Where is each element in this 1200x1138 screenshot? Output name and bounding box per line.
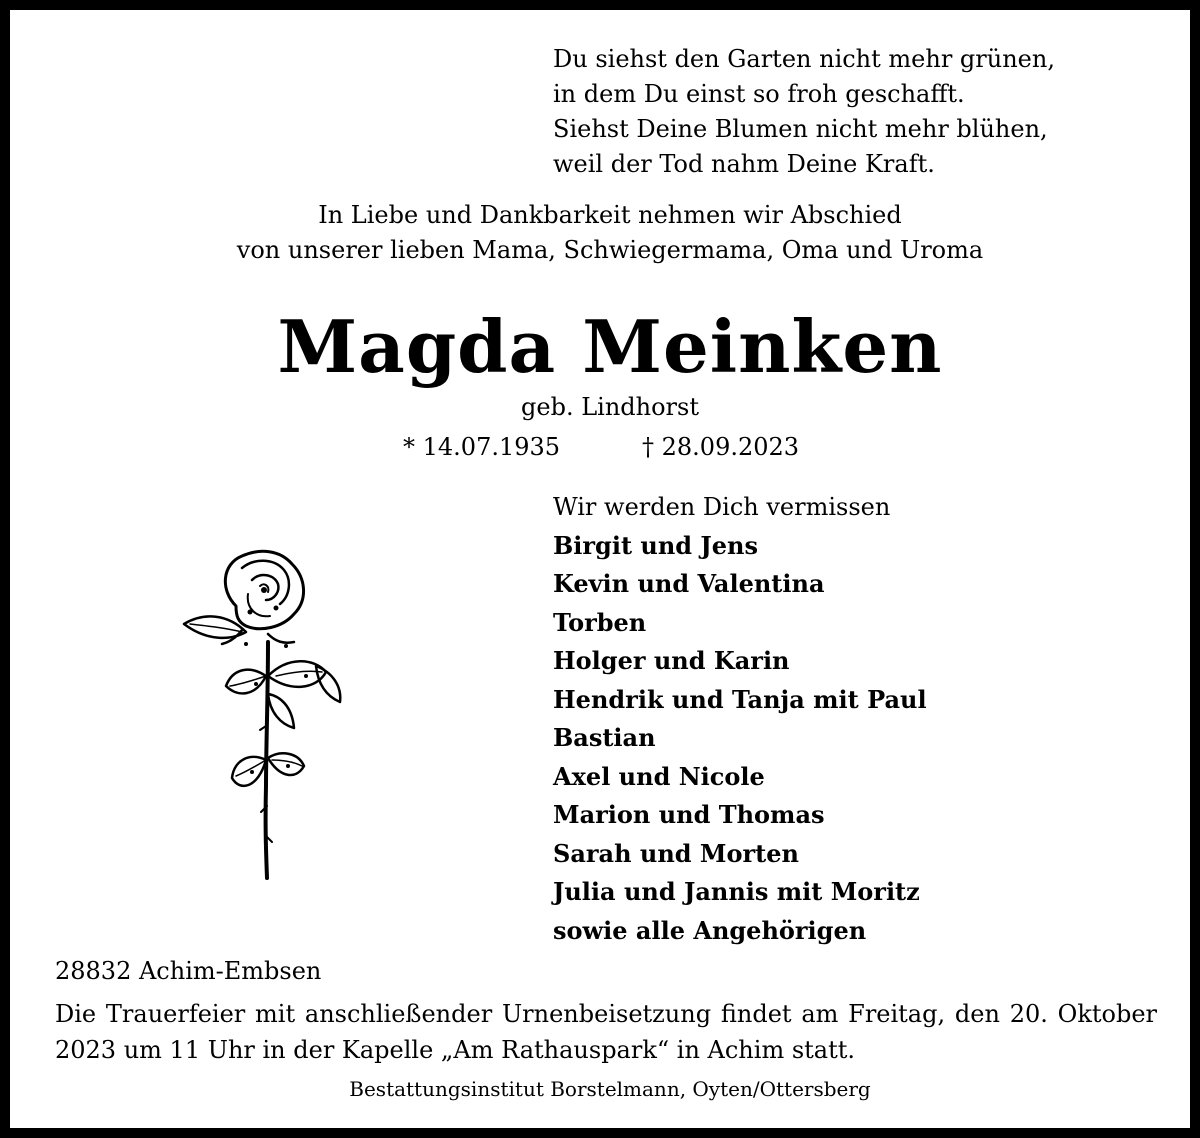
mourner-entry: Axel und Nicole: [553, 761, 765, 791]
ceremony-notice: Die Trauerfeier mit anschließender Urnenbeisetzung findet am Freitag, den 20. Oktober 2023 um 11 Uhr in der Kapelle „Am Rathauspark“ in Achim statt.: [55, 1000, 1157, 1064]
mourner-entry: sowie alle Angehörigen: [553, 915, 867, 945]
mourner-entry: Holger und Karin: [553, 646, 790, 675]
mourner-entry: Bastian: [553, 723, 656, 752]
poem-line: Du siehst den Garten nicht mehr grünen,: [553, 45, 1055, 73]
rose-illustration-icon: [176, 546, 352, 882]
farewell-intro: [10, 198, 1200, 268]
mourner-entry: Torben: [553, 607, 647, 637]
poem-line: in dem Du einst so froh geschafft.: [553, 80, 965, 108]
mourner-entry: Marion und Thomas: [553, 800, 825, 829]
funeral-home: Bestattungsinstitut Borstelmann, Oyten/Ottersberg: [349, 1077, 871, 1101]
mourners-list: [553, 488, 927, 950]
maiden-name: geb. Lindhorst: [521, 393, 699, 421]
poem: [553, 42, 1055, 182]
mourners-lead: Wir werden Dich vermissen: [553, 493, 891, 521]
death-date: † 28.09.2023: [642, 433, 800, 461]
poem-line: weil der Tod nahm Deine Kraft.: [553, 150, 935, 178]
mourner-entry: Hendrik und Tanja mit Paul: [553, 684, 927, 714]
mourner-entry: Sarah und Morten: [553, 838, 799, 868]
mourner-entry: Kevin und Valentina: [553, 569, 825, 598]
birth-date: * 14.07.1935: [403, 433, 561, 461]
deceased-name: Magda Meinken: [277, 304, 943, 389]
mourner-entry: Julia und Jannis mit Moritz: [553, 877, 920, 906]
residence-place: 28832 Achim-Embsen: [55, 957, 322, 985]
poem-line: Siehst Deine Blumen nicht mehr blühen,: [553, 115, 1048, 143]
mourner-entry: Birgit und Jens: [553, 530, 759, 560]
intro-line: von unserer lieben Mama, Schwiegermama, Oma und Uroma: [236, 236, 984, 264]
intro-line: In Liebe und Dankbarkeit nehmen wir Abschied: [318, 201, 902, 229]
